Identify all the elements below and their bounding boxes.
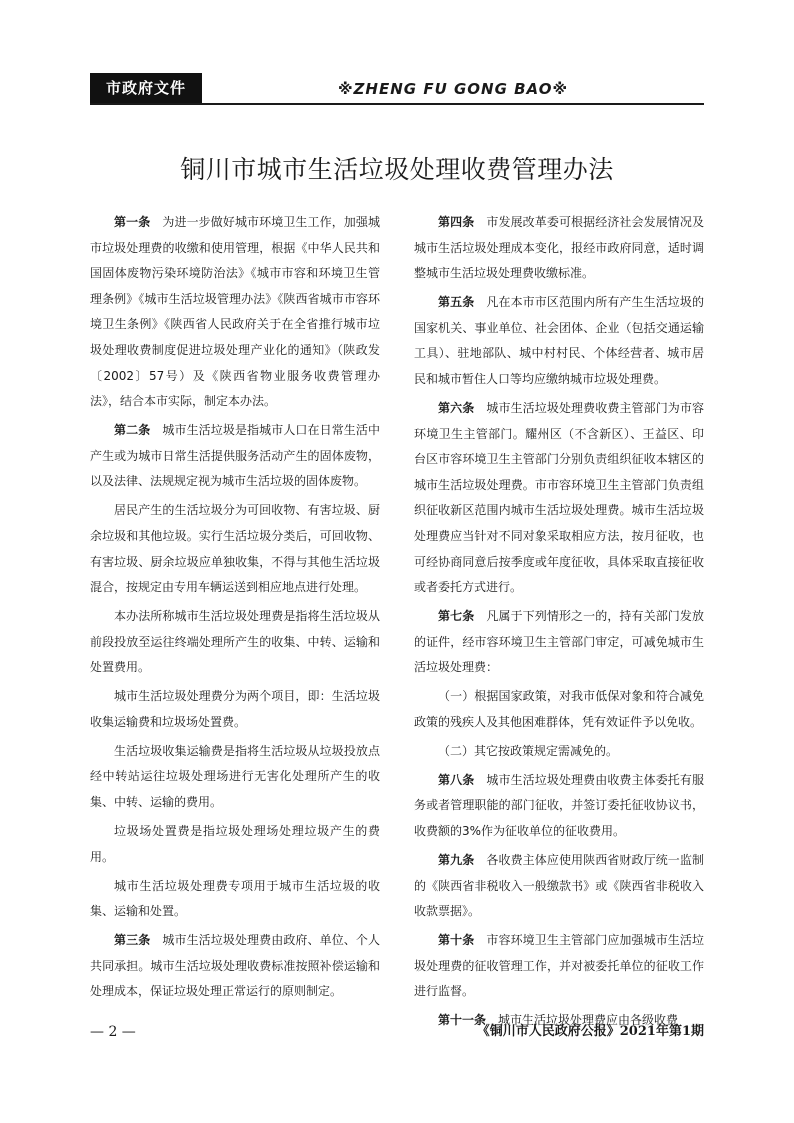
publication-info: 《铜川市人民政府公报》2021年第1期: [476, 1024, 704, 1039]
article-number: 第四条: [438, 215, 475, 229]
article-number: 第六条: [438, 400, 475, 415]
paragraph: [90, 874, 380, 925]
paragraph-text: 居民产生的生活垃圾分为可回收物、有害垃圾、厨余垃圾和其他垃圾。实行生活垃圾分类后，可回收物、有害垃圾、厨余垃圾应单独收集，不得与其他生活垃圾混合，按规定由专用车辆运送到相应地点进行处理。: [90, 503, 380, 595]
paragraph: [90, 210, 380, 415]
paragraph-text: （二）其它按政策规定需减免的。: [438, 743, 619, 758]
page-header: [90, 73, 704, 105]
paragraph-text: 城市生活垃圾处理费由政府、单位、个人共同承担。城市生活垃圾处理收费标准按照补偿运输和处理成本，保证垃圾处理正常运行的原则制定。: [90, 933, 380, 999]
paragraph-text: 城市生活垃圾处理费由收费主体委托有服务或者管理职能的部门征收，并签订委托征收协议书，收费额的3%作为征收单位的征收费用。: [414, 772, 704, 838]
paragraph-text: 垃圾场处置费是指垃圾处理场处理垃圾产生的费用。: [90, 824, 380, 864]
paragraph: [90, 928, 380, 1005]
article-number: 第八条: [438, 772, 475, 787]
paragraph-text: 市容环境卫生主管部门应加强城市生活垃圾处理费的征收管理工作，并对被委托单位的征收工作进行监督。: [414, 933, 704, 999]
section-badge: 市政府文件: [90, 73, 202, 103]
article-number: 第七条: [438, 609, 475, 624]
paragraph-text: 凡属于下列情形之一的，持有关部门发放的证件，经市容环境卫生主管部门审定，可减免城市生活垃圾处理费：: [414, 609, 704, 675]
page-number: — 2 —: [90, 1024, 136, 1040]
article-number: 第三条: [114, 933, 151, 948]
paragraph: [414, 768, 704, 845]
paragraph: [90, 498, 380, 600]
paragraph-text: 市发展改革委可根据经济社会发展情况及城市生活垃圾处理成本变化，报经市政府同意，适时调整城市生活垃圾处理费收缴标准。: [414, 215, 704, 281]
paragraph-text: 城市生活垃圾处理费专项用于城市生活垃圾的收集、运输和处置。: [90, 878, 380, 919]
paragraph: [90, 819, 380, 870]
article-number: 第一条: [114, 215, 151, 229]
gazette-banner: ※ZHENG FU GONG BAO※: [337, 80, 569, 98]
document-title: 铜川市城市生活垃圾处理收费管理办法: [180, 155, 614, 184]
paragraph-text: 凡在本市市区范围内所有产生生活垃圾的国家机关、事业单位、社会团体、企业（包括交通运输工具）、驻地部队、城中村村民、个体经营者、城市居民和城市暂住人口等均应缴纳城市垃圾处理费。: [414, 295, 704, 386]
article-number: 第二条: [114, 423, 151, 438]
paragraph-text: 城市生活垃圾处理费应由各级收费: [498, 1013, 679, 1028]
paragraph-text: （一）根据国家政策，对我市低保对象和符合减免政策的残疾人及其他困难群体，凭有效证件予以免收。: [414, 689, 704, 729]
paragraph: [414, 396, 704, 601]
paragraph: [414, 684, 704, 735]
paragraph-text: 生活垃圾收集运输费是指将生活垃圾从垃圾投放点经中转站运往垃圾处理场进行无害化处理所产生的收集、中转、运输的费用。: [90, 743, 380, 810]
paragraph: [90, 604, 380, 681]
paragraph: [414, 848, 704, 925]
article-number: 第十一条: [438, 1013, 487, 1028]
paragraph: [90, 684, 380, 735]
left-column: [90, 210, 380, 1008]
paragraph-text: 城市生活垃圾处理费分为两个项目，即：生活垃圾收集运输费和垃圾场处置费。: [90, 689, 380, 729]
article-number: 第五条: [438, 295, 475, 310]
article-number: 第十条: [438, 933, 475, 948]
paragraph: [414, 928, 704, 1005]
article-number: 第九条: [438, 852, 475, 867]
right-column: [414, 210, 704, 1037]
paragraph: [414, 290, 704, 392]
paragraph: [414, 739, 704, 765]
paragraph: [90, 418, 380, 495]
paragraph-text: 城市生活垃圾是指城市人口在日常生活中产生或为城市日常生活提供服务活动产生的固体废物，以及法律、法规规定视为城市生活垃圾的固体废物。: [90, 423, 380, 489]
paragraph-text: 为进一步做好城市环境卫生工作，加强城市垃圾处理费的收缴和使用管理，根据《中华人民共和国固体废物污染环境防治法》《城市市容和环境卫生管理条例》《城市生活垃圾管理办法》《陕西省城市市容环境卫生条例》《陕西省人民政府关于在全省推行城市垃圾处理收费制度促进垃圾处理产业化的通知》（陕政发〔2002〕57号）及《陕西省物业服务收费管理办法》，结合本市实际，制定本办法。: [90, 215, 380, 409]
paragraph-text: 本办法所称城市生活垃圾处理费是指将生活垃圾从前段投放至运往终端处理所产生的收集、中转、运输和处置费用。: [90, 609, 380, 675]
paragraph: [414, 604, 704, 681]
paragraph: [90, 739, 380, 816]
paragraph-text: 城市生活垃圾处理费收费主管部门为市容环境卫生主管部门。耀州区（不含新区）、王益区、印台区市容环境卫生主管部门分别负责组织征收本辖区的城市生活垃圾处理费。市市容环境卫生主管部门负责组织征收新区范围内城市生活垃圾处理费。城市生活垃圾处理费应当针对不同对象采取相应方法，按月征收，也可经协商同意后按季度或年度征收，具体采取直接征收或者委托方式进行。: [414, 400, 704, 595]
paragraph-text: 各收费主体应使用陕西省财政厅统一监制的《陕西省非税收入一般缴款书》或《陕西省非税收入收款票据》。: [414, 852, 704, 919]
paragraph: [414, 210, 704, 287]
